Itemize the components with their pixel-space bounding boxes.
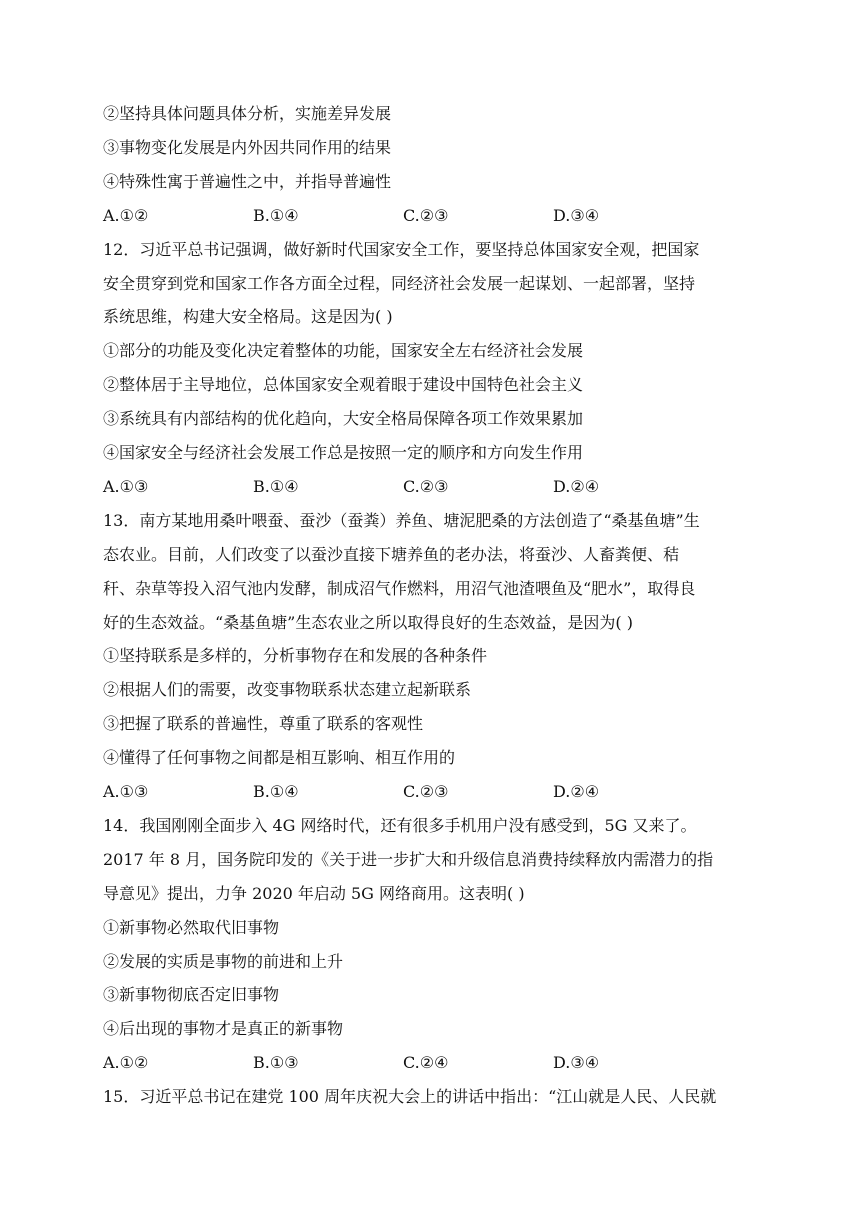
answer-option: B.①④ [253, 206, 299, 225]
text-line: ①新事物必然取代旧事物 [103, 918, 280, 937]
answer-option: A.①③ [103, 477, 149, 496]
text-line: ②整体居于主导地位，总体国家安全观着眼于建设中国特色社会主义 [103, 375, 584, 394]
answer-options [103, 206, 763, 226]
text-line: 安全贯穿到党和国家工作各方面全过程，同经济社会发展一起谋划、一起部署，坚持 [103, 274, 696, 293]
text-line: 态农业。目前，人们改变了以蚕沙直接下塘养鱼的老办法，将蚕沙、人畜粪便、秸 [103, 545, 680, 564]
answer-option: A.①② [103, 206, 149, 225]
answer-option: D.③④ [553, 206, 600, 225]
text-line: ②坚持具体问题具体分析，实施差异发展 [103, 104, 392, 123]
text-line: 导意见》提出，力争 2020 年启动 5G 网络商用。这表明( ) [103, 884, 525, 903]
text-line: ④国家安全与经济社会发展工作总是按照一定的顺序和方向发生作用 [103, 443, 584, 462]
text-line: 13．南方某地用桑叶喂蚕、蚕沙（蚕粪）养鱼、塘泥肥桑的方法创造了“桑基鱼塘”生 [103, 511, 700, 530]
text-line: ④懂得了任何事物之间都是相互影响、相互作用的 [103, 748, 456, 767]
text-line: 14．我国刚刚全面步入 4G 网络时代，还有很多手机用户没有感受到，5G 又来了。 [103, 816, 697, 835]
text-line: ②发展的实质是事物的前进和上升 [103, 952, 344, 971]
text-line: 12．习近平总书记强调，做好新时代国家安全工作，要坚持总体国家安全观，把国家 [103, 240, 700, 259]
answer-options [103, 1053, 763, 1073]
answer-option: A.①② [103, 1053, 149, 1072]
answer-option: B.①③ [253, 1053, 299, 1072]
text-line: 2017 年 8 月，国务院印发的《关于进一步扩大和升级信息消费持续释放内需潜力的指 [103, 850, 714, 869]
text-line: ③新事物彻底否定旧事物 [103, 985, 280, 1004]
text-line: 系统思维，构建大安全格局。这是因为( ) [103, 307, 393, 326]
answer-option: B.①④ [253, 477, 299, 496]
answer-options [103, 477, 763, 497]
text-line: ④特殊性寓于普遍性之中，并指导普遍性 [103, 172, 392, 191]
answer-option: D.②④ [553, 782, 600, 801]
text-line: ③事物变化发展是内外因共同作用的结果 [103, 138, 392, 157]
text-line: ③把握了联系的普遍性，尊重了联系的客观性 [103, 714, 424, 733]
answer-option: C.②③ [403, 477, 449, 496]
text-line: ②根据人们的需要，改变事物联系状态建立起新联系 [103, 680, 472, 699]
answer-option: D.③④ [553, 1053, 600, 1072]
answer-option: C.②③ [403, 782, 449, 801]
answer-option: B.①④ [253, 782, 299, 801]
text-line: ④后出现的事物才是真正的新事物 [103, 1019, 344, 1038]
text-line: ③系统具有内部结构的优化趋向，大安全格局保障各项工作效果累加 [103, 409, 584, 428]
answer-options [103, 782, 763, 802]
answer-option: D.②④ [553, 477, 600, 496]
answer-option: C.②④ [403, 1053, 449, 1072]
text-line: 好的生态效益。“桑基鱼塘”生态农业之所以取得良好的生态效益，是因为( ) [103, 613, 633, 632]
text-line: 15．习近平总书记在建党 100 周年庆祝大会上的讲话中指出：“江山就是人民、人民就 [103, 1087, 717, 1106]
text-line: 秆、杂草等投入沼气池内发酵，制成沼气作燃料，用沼气池渣喂鱼及“肥水”，取得良 [103, 579, 696, 598]
text-line: ①部分的功能及变化决定着整体的功能，国家安全左右经济社会发展 [103, 341, 584, 360]
answer-option: C.②③ [403, 206, 449, 225]
answer-option: A.①③ [103, 782, 149, 801]
text-line: ①坚持联系是多样的，分析事物存在和发展的各种条件 [103, 646, 488, 665]
